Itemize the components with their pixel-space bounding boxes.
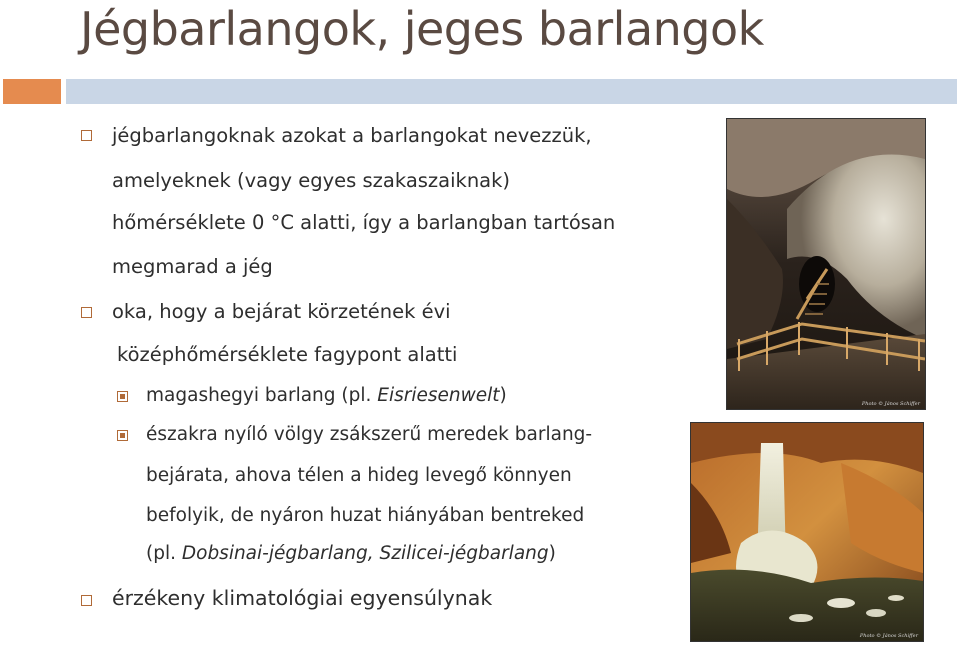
- bullet-3: érzékeny klimatológiai egyensúlynak: [112, 586, 493, 610]
- sub-bullet-2-line-3: befolyik, de nyáron huzat hiányában bentreked: [146, 505, 585, 526]
- ice-formation-image: [691, 423, 923, 641]
- square-bullet-icon: [81, 307, 92, 318]
- bullet-1-line-3: hőmérséklete 0 °C alatti, így a barlangban tartósan: [112, 211, 616, 234]
- sub-bullet-2-example-open: (pl.: [146, 543, 182, 564]
- ice-cave-walkway-image: [727, 119, 925, 409]
- ice-formation-photo: [690, 422, 924, 642]
- sub-bullet-2-line-2: bejárata, ahova télen a hideg levegő könnyen: [146, 465, 572, 486]
- square-bullet-icon: [81, 130, 92, 141]
- sub-bullet-1: [146, 385, 507, 406]
- square-bullet-icon: [81, 595, 92, 606]
- sub-bullet-1-end: ): [499, 385, 507, 406]
- ice-cave-walkway-photo: [726, 118, 926, 410]
- bullet-1-line-2: amelyeknek (vagy egyes szakaszaiknak): [112, 169, 511, 192]
- sub-bullet-2-line-4: [146, 543, 556, 564]
- bullet-1-line-4: megmarad a jég: [112, 255, 273, 278]
- sub-bullet-2-example-italic: Dobsinai-jégbarlang, Szilicei-jégbarlang: [181, 543, 549, 564]
- page-title: Jégbarlangok, jeges barlangok: [80, 2, 764, 56]
- sub-bullet-2-line-1: északra nyíló völgy zsákszerű meredek barlang-: [146, 424, 593, 445]
- filled-square-bullet-icon: [117, 430, 128, 441]
- bullet-1-line-1: jégbarlangoknak azokat a barlangokat nevezzük,: [112, 124, 592, 147]
- photo-credit-2: Photo © János Schiffer: [859, 633, 918, 639]
- sub-bullet-1-text: magashegyi barlang (pl.: [146, 385, 378, 406]
- bullet-2-line-2: középhőmérséklete fagypont alatti: [117, 343, 458, 366]
- bullet-2-line-1: oka, hogy a bejárat körzetének évi: [112, 300, 451, 323]
- sub-bullet-2-example-close: ): [548, 543, 556, 564]
- photo-credit-1: Photo © János Schiffer: [861, 401, 920, 407]
- sub-bullet-1-italic: Eisriesenwelt: [377, 385, 500, 406]
- filled-square-bullet-icon: [117, 391, 128, 402]
